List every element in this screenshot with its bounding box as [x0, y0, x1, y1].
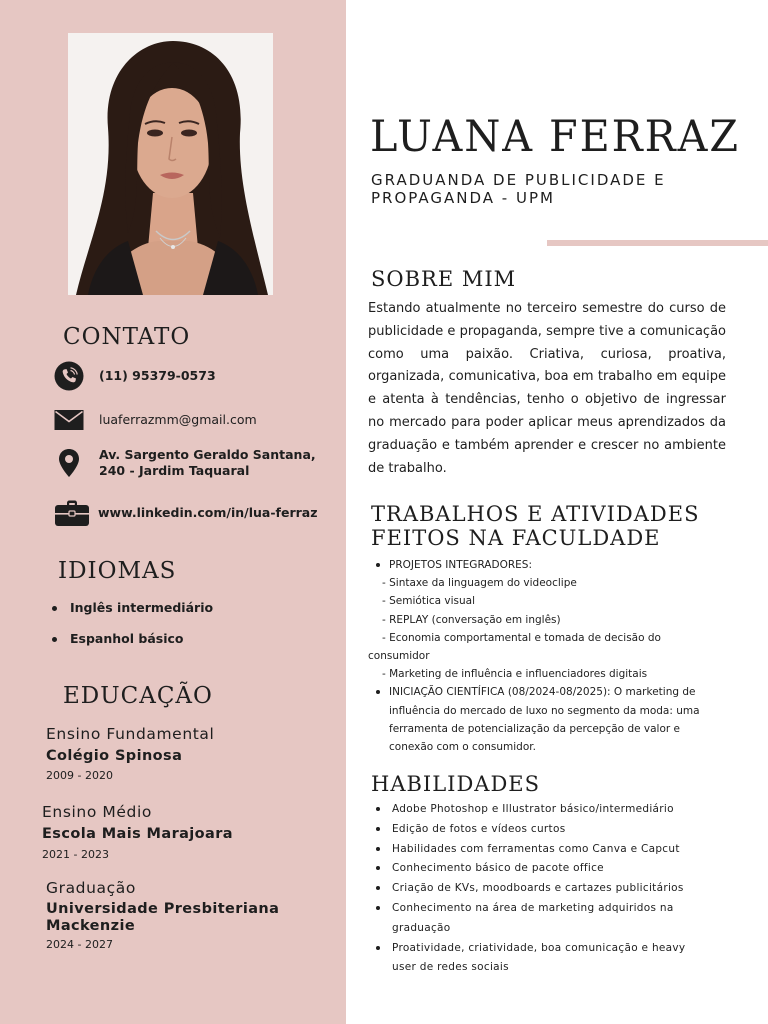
education-level: Ensino Fundamental — [46, 725, 215, 743]
full-name: LUANA FERRAZ — [370, 112, 741, 162]
education-school: Universidade Presbiteriana Mackenzie — [46, 901, 280, 934]
trabalhos-heading — [371, 502, 699, 550]
subtitle: GRADUANDA DE PUBLICIDADE E PROPAGANDA - UPM — [371, 171, 666, 207]
location-pin-icon — [54, 448, 84, 478]
linkedin-row — [54, 498, 318, 528]
educacao-heading: EDUCAÇÃO — [63, 683, 213, 709]
jobs-list — [368, 556, 718, 756]
phone-icon — [54, 361, 84, 391]
phone-number[interactable]: (11) 95379-0573 — [99, 368, 216, 383]
skill-item: Adobe Photoshop e Illustrator básico/intermediário — [376, 800, 716, 820]
job-subitem: - Economia comportamental e tomada de decisão do consumidor — [368, 631, 661, 663]
skill-item: Edição de fotos e vídeos curtos — [376, 820, 716, 840]
about-text: Estando atualmente no terceiro semestre do curso de publicidade e propaganda, sempre tive a comunicação como uma paixão. Criativa, curiosa, proativa, organizada, comunicativa, boa em trabalho em equipe e atenta à tendências, tenho o objetivo de ingressar no mercado para poder aplicar meus aprendizados da graduação e também aprender e crescer no ambiente de trabalho. — [368, 301, 726, 476]
language-item: Espanhol básico — [52, 631, 213, 662]
accent-bar — [547, 240, 768, 246]
education-years: 2021 - 2023 — [42, 848, 109, 861]
skill-item: Habilidades com ferramentas como Canva e Capcut — [376, 840, 716, 860]
education-years: 2009 - 2020 — [46, 769, 113, 782]
email-address[interactable]: luaferrazmm@gmail.com — [99, 412, 257, 427]
education-level: Ensino Médio — [42, 803, 152, 821]
job-item-research: INICIAÇÃO CIENTÍFICA (08/2024-08/2025): O marketing de influência do mercado de luxo no segmento da moda: uma ferramenta de potencialização da percepção de valor e conexão com o consumidor. — [368, 683, 707, 756]
job-subitem: - Marketing de influência e influenciadores digitais — [382, 668, 648, 681]
phone-row — [54, 361, 216, 391]
education-school: Colégio Spinosa — [46, 748, 183, 764]
idiomas-heading: IDIOMAS — [58, 558, 177, 584]
contato-heading: CONTATO — [63, 324, 191, 350]
language-item: Inglês intermediário — [52, 600, 213, 631]
job-item-title: PROJETOS INTEGRADORES: — [368, 556, 718, 574]
education-level: Graduação — [46, 879, 136, 897]
address-line2: 240 - Jardim Taquaral — [99, 463, 250, 478]
address-line1: Av. Sargento Geraldo Santana, — [99, 447, 316, 462]
job-subitem: - Sintaxe da linguagem do videoclipe — [382, 577, 577, 590]
job-subitem: - REPLAY (conversação em inglês) — [382, 613, 561, 626]
linkedin-link[interactable]: www.linkedin.com/in/lua-ferraz — [98, 505, 318, 520]
education-school: Escola Mais Marajoara — [42, 826, 233, 842]
trabalhos-heading-line1: TRABALHOS E ATIVIDADES — [371, 502, 700, 526]
mail-icon — [54, 405, 84, 435]
skill-item: Proatividade, criatividade, boa comunicação e heavy user de redes sociais — [376, 939, 692, 979]
briefcase-icon — [54, 498, 90, 528]
trabalhos-heading-line2: FEITOS NA FACULDADE — [371, 526, 661, 550]
address-row — [54, 447, 316, 479]
sobre-heading: SOBRE MIM — [371, 267, 517, 291]
profile-photo — [68, 33, 273, 295]
skill-item: Conhecimento básico de pacote office — [376, 859, 716, 879]
job-subitem: - Semiótica visual — [382, 595, 476, 608]
email-row — [54, 405, 257, 435]
languages-list — [52, 600, 213, 662]
skills-list — [376, 800, 716, 978]
habilidades-heading: HABILIDADES — [371, 772, 541, 796]
address — [99, 447, 316, 479]
education-years: 2024 - 2027 — [46, 938, 113, 951]
skill-item: Criação de KVs, moodboards e cartazes publicitários — [376, 879, 716, 899]
skill-item: Conhecimento na área de marketing adquiridos na graduação — [376, 899, 692, 939]
